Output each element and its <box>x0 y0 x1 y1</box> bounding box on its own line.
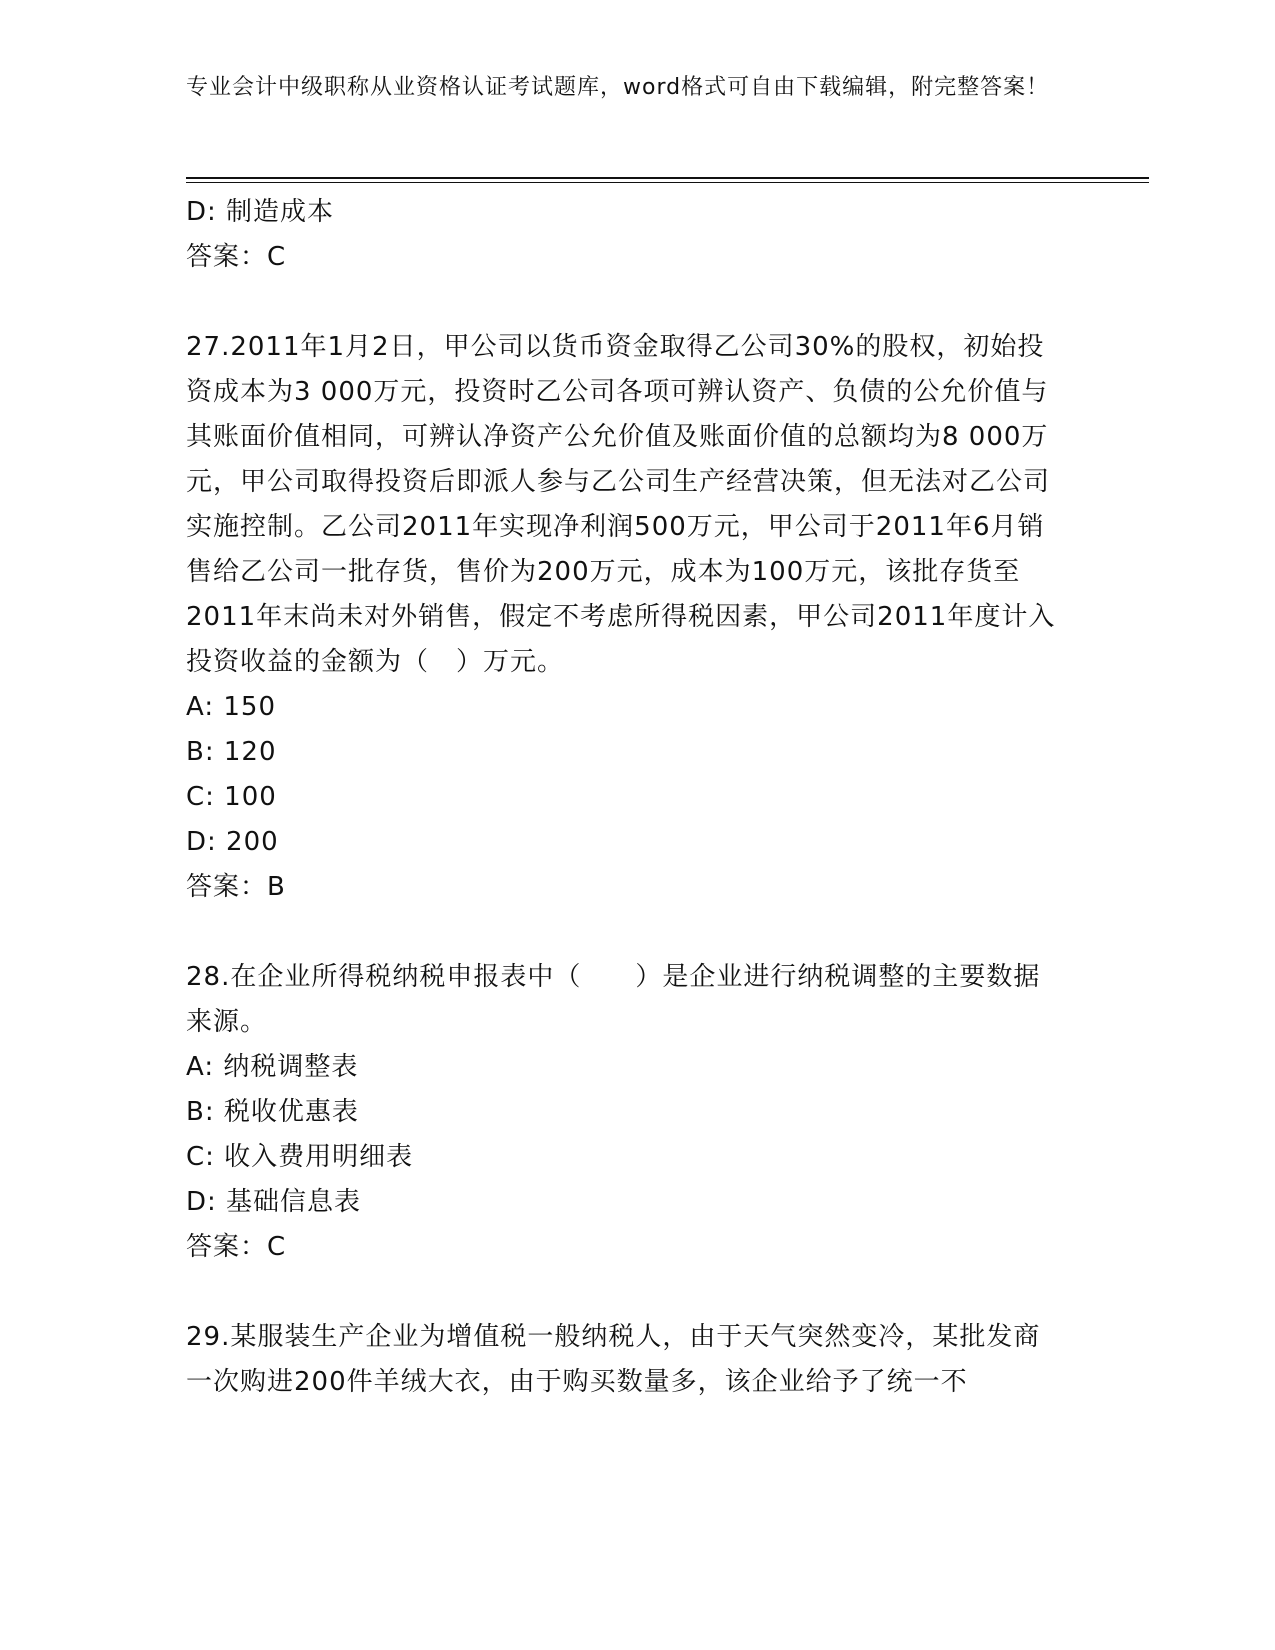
spacer <box>186 1270 1066 1315</box>
answer-line: 答案：C <box>186 1232 287 1262</box>
question-stem: 29.某服装生产企业为增值税一般纳税人，由于天气突然变冷，某批发商一次购进200件羊绒大衣，由于购买数量多，该企业给予了统一不 <box>186 1322 1041 1397</box>
spacer <box>186 910 1066 955</box>
answer-line: 答案：C <box>186 242 287 272</box>
question-28 <box>186 955 1066 1270</box>
question-stem: 28.在企业所得税纳税申报表中（ ）是企业进行纳税调整的主要数据来源。 <box>186 962 1041 1037</box>
page-header: 专业会计中级职称从业资格认证考试题库，word格式可自由下载编辑，附完整答案！ <box>186 75 1050 100</box>
option-c: C: 100 <box>186 782 277 812</box>
spacer <box>186 280 1066 325</box>
option-d: D: 200 <box>186 827 279 857</box>
option-d: D: 基础信息表 <box>186 1187 362 1217</box>
option-b: B: 税收优惠表 <box>186 1097 359 1127</box>
header-rule-thin <box>186 182 1149 183</box>
option-a: A: 150 <box>186 692 276 722</box>
option-a: A: 纳税调整表 <box>186 1052 359 1082</box>
question-27 <box>186 325 1066 910</box>
question-29 <box>186 1315 1066 1405</box>
option-b: B: 120 <box>186 737 277 767</box>
header-rule-thick <box>186 177 1149 179</box>
document-body <box>186 190 1066 1405</box>
question-fragment-top <box>186 190 1066 280</box>
option-c: C: 收入费用明细表 <box>186 1142 414 1172</box>
question-stem: 27.2011年1月2日，甲公司以货币资金取得乙公司30%的股权，初始投资成本为3 000万元，投资时乙公司各项可辨认资产、负债的公允价值与其账面价值相同，可辨认净资产公允价值及账面价值的总额均为8 000万元，甲公司取得投资后即派人参与乙公司生产经营决策，但无法对乙公司实施控制。乙公司2011年实现净利润500万元，甲公司于2011年6月销售给乙公司一批存货，售价为200万元，成本为100万元，该批存货至2011年末尚未对外销售，假定不考虑所得税因素，甲公司2011年度计入投资收益的金额为（ ）万元。 <box>186 332 1056 677</box>
answer-line: 答案：B <box>186 872 286 902</box>
option-d: D: 制造成本 <box>186 197 335 227</box>
